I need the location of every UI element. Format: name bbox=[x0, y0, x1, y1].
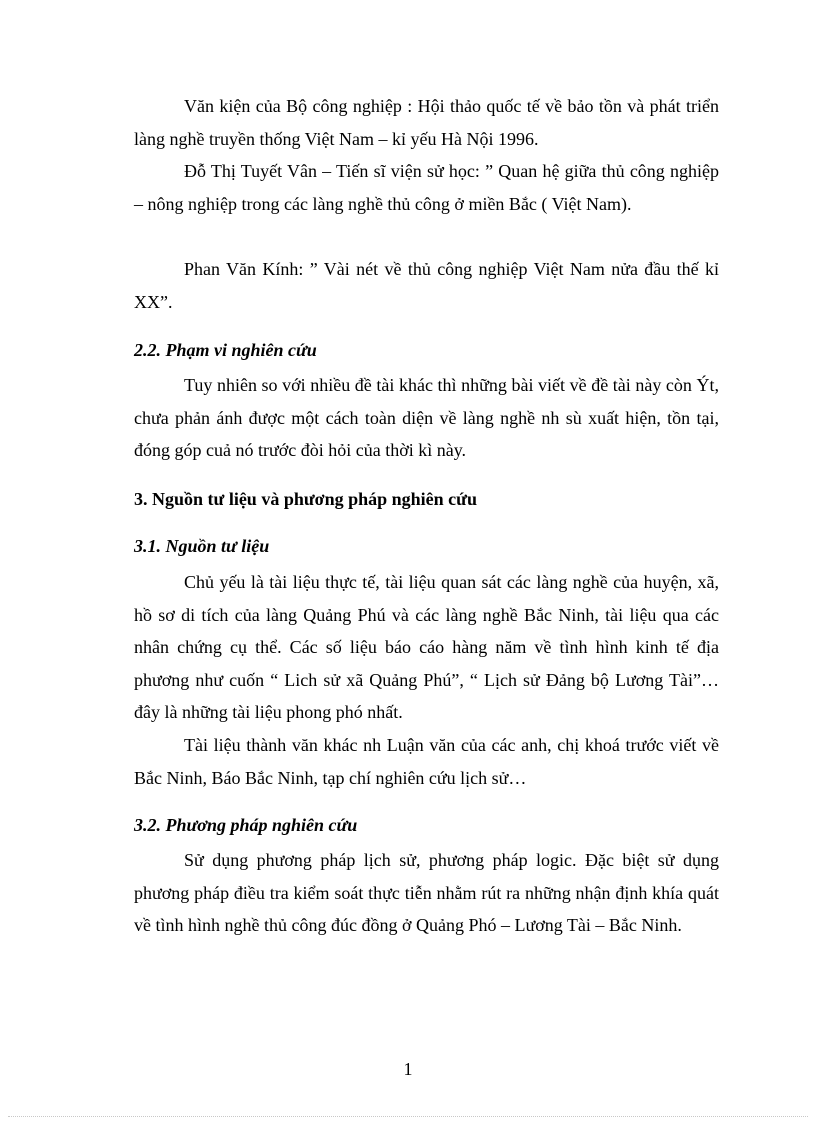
paragraph-scope bbox=[134, 369, 719, 467]
paragraph-methods bbox=[134, 844, 719, 942]
heading-sources: 3.1. Nguồn tư liệu bbox=[134, 536, 270, 556]
paragraph-sources-2 bbox=[134, 729, 719, 794]
paragraph-text: Tài liệu thành văn khác nh Luận văn của các anh, chị khoá trước viết về Bắc Ninh, Báo Bắc Ninh, tạp chí nghiên cứu lịch sử… bbox=[134, 735, 719, 788]
paragraph-text: Phan Văn Kính: ” Vài nét về thủ công nghiệp Việt Nam nửa đầu thế kỉ XX”. bbox=[134, 259, 719, 312]
paragraph-text: Chủ yếu là tài liệu thực tế, tài liệu quan sát các làng nghề của huyện, xã, hồ sơ di tích của làng Quảng Phú và các làng nghề Bắc Ninh, tài liệu qua các nhân chứng cụ thể. Các số liệu báo cáo hàng năm về tình hình kinh tế địa phương như cuốn “ Lich sử xã Quảng Phú”, “ Lịch sử Đảng bộ Lương Tài”… đây là những tài liệu phong phó nhất. bbox=[134, 572, 719, 723]
page-number: 1 bbox=[403, 1059, 413, 1079]
paragraph-references-1 bbox=[134, 90, 719, 155]
paragraph-text: Tuy nhiên so với nhiều đề tài khác thì những bài viết về đề tài này còn Ýt, chưa phản ánh được một cách toàn diện về làng nghề nh sù xuất hiện, tồn tại, đóng góp cuả nó trước đòi hỏi của thời kì này. bbox=[134, 375, 719, 461]
paragraph-references-2 bbox=[134, 155, 719, 220]
paragraph-sources-1 bbox=[134, 566, 719, 729]
paragraph-text: Văn kiện của Bộ công nghiệp : Hội thảo quốc tế về bảo tồn và phát triển làng nghề truyền thống Việt Nam – kỉ yếu Hà Nội 1996. bbox=[134, 96, 719, 149]
heading-sources-methods: 3. Nguồn tư liệu và phương pháp nghiên cứu bbox=[134, 489, 477, 509]
paragraph-text: Đỗ Thị Tuyết Vân – Tiến sĩ viện sử học: ” Quan hệ giữa thủ công nghiệp – nông nghiệp trong các làng nghề thủ công ở miền Bắc ( Việt Nam). bbox=[134, 161, 719, 214]
heading-scope: 2.2. Phạm vi nghiên cứu bbox=[134, 340, 317, 360]
page-bottom-border bbox=[8, 1116, 808, 1117]
paragraph-text: Sử dụng phương pháp lịch sử, phương pháp logic. Đặc biệt sử dụng phương pháp điều tra kiểm soát thực tiễn nhằm rút ra những nhận định khía quát về tình hình nghề thủ công đúc đồng ở Quảng Phó – Lương Tài – Bắc Ninh. bbox=[134, 850, 719, 936]
paragraph-references-3 bbox=[134, 253, 719, 318]
heading-methods: 3.2. Phương pháp nghiên cứu bbox=[134, 815, 358, 835]
